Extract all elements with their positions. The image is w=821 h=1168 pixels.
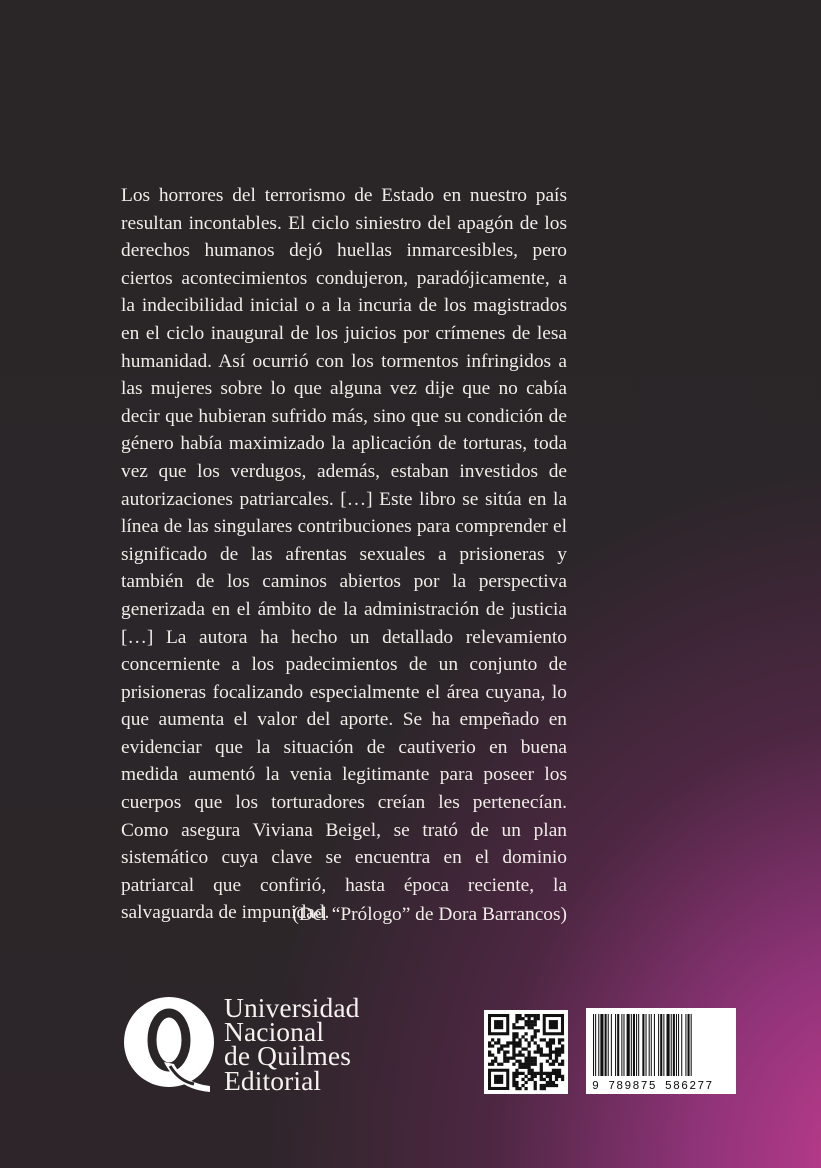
publisher-line-3: de Quilmes: [224, 1040, 352, 1072]
qr-code-icon: [484, 1010, 568, 1094]
qr-code: [484, 1010, 568, 1094]
isbn-barcode: [586, 1008, 736, 1094]
publisher-line-1: Universidad: [224, 992, 360, 1023]
publisher-name: [224, 992, 360, 1096]
publisher-logo: [124, 992, 424, 1096]
blurb-paragraph: Los horrores del terrorismo de Estado en nuestro país resultan incontables. El ciclo siniestro del apagón de los derechos humanos dejó huellas inmarcesibles, pero ciertos acontecimientos condujeron, paradójicamente, a la indecibilidad inicial o a la incuria de los magistrados en el ciclo inaugural de los juicios por crímenes de lesa humanidad. Así ocurrió con los tormentos infringidos a las mujeres sobre lo que alguna vez dije que no cabía decir que hubieran sufrido más, sino que su condición de género había maximizado la aplicación de torturas, toda vez que los verdugos, además, estaban investidos de autorizaciones patriarcales. […] Este libro se sitúa en la línea de las singulares contribuciones para comprender el significado de las afrentas sexuales a prisioneras y también de los caminos abiertos por la perspectiva generizada en el ámbito de la administración de justicia […] La autora ha hecho un detallado relevamiento concerniente a los padecimientos de un conjunto de prisioneras focalizando especialmente el área cuyana, lo que aumenta el valor del aporte. Se ha empeñado en evidenciar que la situación de cautiverio en buena medida aumentó la venia legitimante para poseer los cuerpos que los torturadores creían les pertenecían. Como asegura Viviana Beigel, se trató de un plan sistemático cuya clave se encuentra en el dominio patriarcal que confirió, hasta época reciente, la salvaguarda de impunidad.: [121, 185, 567, 924]
isbn-number: 9 789875 586277: [592, 1080, 714, 1093]
blurb-text: [121, 182, 567, 927]
publisher-line-4: Editorial: [224, 1064, 322, 1096]
publisher-line-2: Nacional: [224, 1016, 325, 1048]
barcode-icon: [593, 1014, 729, 1076]
quilmes-q-logo-icon: [124, 996, 218, 1096]
prologue-attribution: (Del “Prólogo” de Dora Barrancos): [292, 904, 567, 925]
